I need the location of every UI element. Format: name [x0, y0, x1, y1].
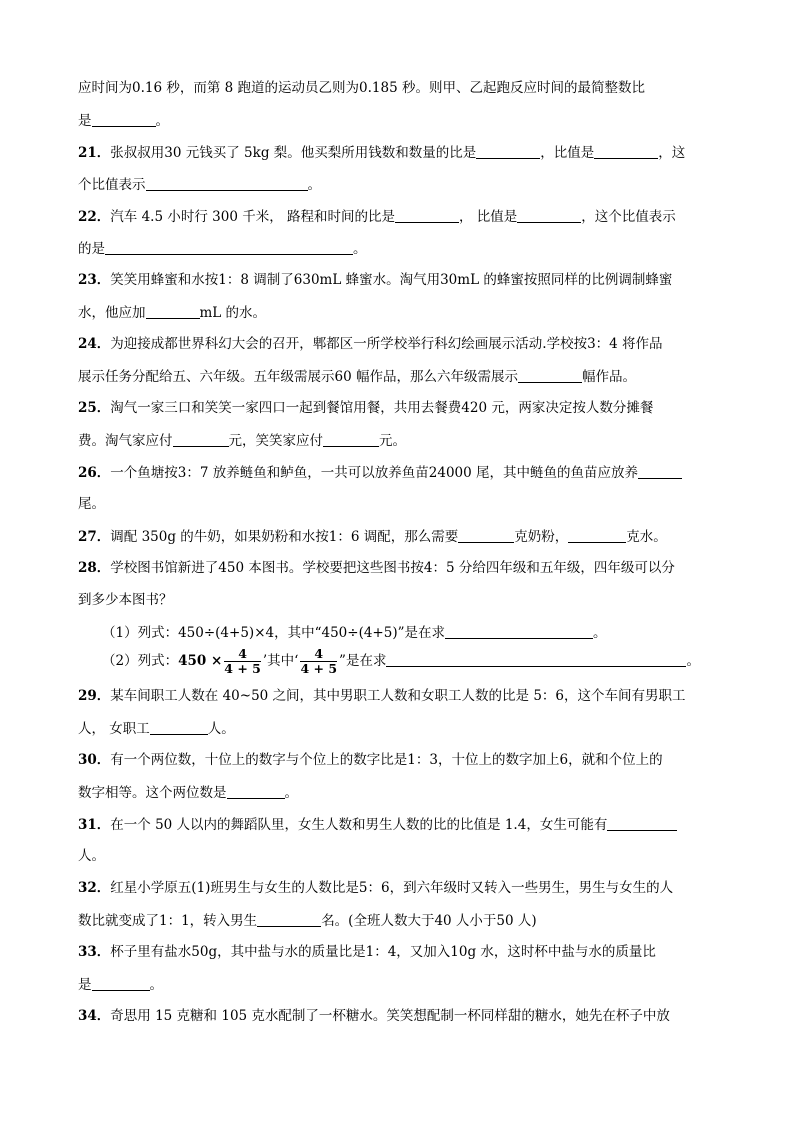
- answer-blank[interactable]: [476, 144, 540, 159]
- q20-line-1: 应时间为0.16 秒，而第 8 跑道的运动员乙则为0.185 秒。则甲、乙起跑反应时间的最简整数比: [78, 80, 645, 96]
- answer-blank[interactable]: [445, 624, 593, 639]
- answer-blank[interactable]: [568, 528, 626, 543]
- answer-blank[interactable]: [173, 432, 229, 447]
- answer-blank[interactable]: [594, 144, 658, 159]
- question-21: 21．张叔叔用30 元钱买了 5kg 梨。他买梨所用钱数和数量的比是 ，比值是 ，这: [78, 145, 686, 161]
- question-27: 27．调配 350g 的牛奶，如果奶粉和水按1：6 调配，那么需要 克奶粉， 克水。: [78, 529, 667, 545]
- question-29-cont: 人， 女职工 人。: [78, 721, 235, 737]
- question-32: 32．红星小学原五(1)班男生与女生的人数比是5：6，到六年级时又转入一些男生，男生与女生的人: [78, 880, 674, 896]
- fraction: $\frac{4}{4 + 5}$: [224, 646, 261, 676]
- answer-blank[interactable]: [146, 176, 308, 191]
- question-23: 23．笑笑用蜂蜜和水按1：8 调制了630mL 蜂蜜水。淘气用30mL 的蜂蜜按照同样的比例调制蜂蜜: [78, 272, 673, 288]
- question-24-cont: 展示任务分配给五、六年级。五年级需展示60 幅作品，那么六年级需展示 幅作品。: [78, 369, 636, 385]
- question-33: 33．杯子里有盐水50g，其中盐与水的质量比是1：4，又加入10g 水，这时杯中盐与水的质量比: [78, 944, 656, 960]
- answer-blank[interactable]: [323, 432, 379, 447]
- answer-blank[interactable]: [227, 784, 285, 799]
- answer-blank[interactable]: [146, 304, 200, 319]
- answer-blank[interactable]: [386, 652, 686, 667]
- answer-blank[interactable]: [517, 208, 581, 223]
- question-23-cont: 水，他应加 mL 的水。: [78, 305, 267, 321]
- answer-blank[interactable]: [518, 368, 582, 383]
- answer-blank[interactable]: [638, 464, 682, 479]
- question-22-cont: 的是 。: [78, 241, 367, 257]
- fraction: $\frac{4}{4 + 5}$: [300, 646, 338, 676]
- q20-line-2: 是 。: [78, 113, 169, 129]
- answer-blank[interactable]: [105, 240, 353, 255]
- question-30-cont: 数字相等。这个两位数是 。: [78, 785, 298, 801]
- question-28-sub-2: （2）列式：450 × $\frac{4}{4 + 5}$ ’其中‘ $\frac{4}{4 + 5}$ ”是在求 。: [102, 646, 700, 676]
- question-28: 28．学校图书馆新进了450 本图书。学校要把这些图书按4：5 分给四年级和五年级，四年级可以分: [78, 560, 675, 576]
- question-25-cont: 费。淘气家应付 元，笑笑家应付 元。: [78, 433, 406, 449]
- question-31-cont: 人。: [78, 848, 105, 864]
- question-26-cont: 尾。: [78, 496, 105, 512]
- question-34: 34．奇思用 15 克糖和 105 克水配制了一杯糖水。笑笑想配制一杯同样甜的糖水，她先在杯子中放: [78, 1008, 670, 1024]
- answer-blank[interactable]: [458, 528, 514, 543]
- question-32-cont: 数比就变成了1：1，转入男生 名。(全班人数大于40 人小于50 人): [78, 913, 537, 929]
- question-24: 24．为迎接成都世界科幻大会的召开，郫都区一所学校举行科幻绘画展示活动.学校按3：4 将作品: [78, 336, 663, 352]
- question-33-cont: 是 。: [78, 977, 163, 993]
- question-29: 29．某车间职工人数在 40~50 之间，其中男职工人数和女职工人数的比是 5：6，这个车间有男职工: [78, 688, 686, 704]
- answer-blank[interactable]: [92, 976, 150, 991]
- answer-blank[interactable]: [395, 208, 459, 223]
- question-25: 25．淘气一家三口和笑笑一家四口一起到餐馆用餐，共用去餐费420 元，两家决定按人数分摊餐: [78, 400, 654, 416]
- question-30: 30．有一个两位数，十位上的数字与个位上的数字比是1：3，十位上的数字加上6，就和个位上的: [78, 752, 663, 768]
- question-26: 26．一个鱼塘按3：7 放养鲢鱼和鲈鱼，一共可以放养鱼苗24000 尾，其中鲢鱼的鱼苗应放养: [78, 464, 682, 481]
- question-21-cont: 个比值表示 。: [78, 177, 321, 193]
- question-28-cont: 到多少本图书？: [78, 592, 173, 608]
- answer-blank[interactable]: [607, 816, 677, 831]
- question-31: 31．在一个 50 人以内的舞蹈队里，女生人数和男生人数的比的比值是 1.4，女生可能有: [78, 816, 677, 833]
- answer-blank[interactable]: [257, 912, 321, 927]
- question-28-sub-1: （1）列式：450÷(4+5)×4，其中“450÷(4+5)”是在求 。: [102, 625, 607, 641]
- answer-blank[interactable]: [150, 720, 208, 735]
- question-22: 22．汽车 4.5 小时行 300 千米， 路程和时间的比是 ， 比值是 ，这个比值表示: [78, 209, 676, 225]
- answer-blank[interactable]: [92, 112, 156, 127]
